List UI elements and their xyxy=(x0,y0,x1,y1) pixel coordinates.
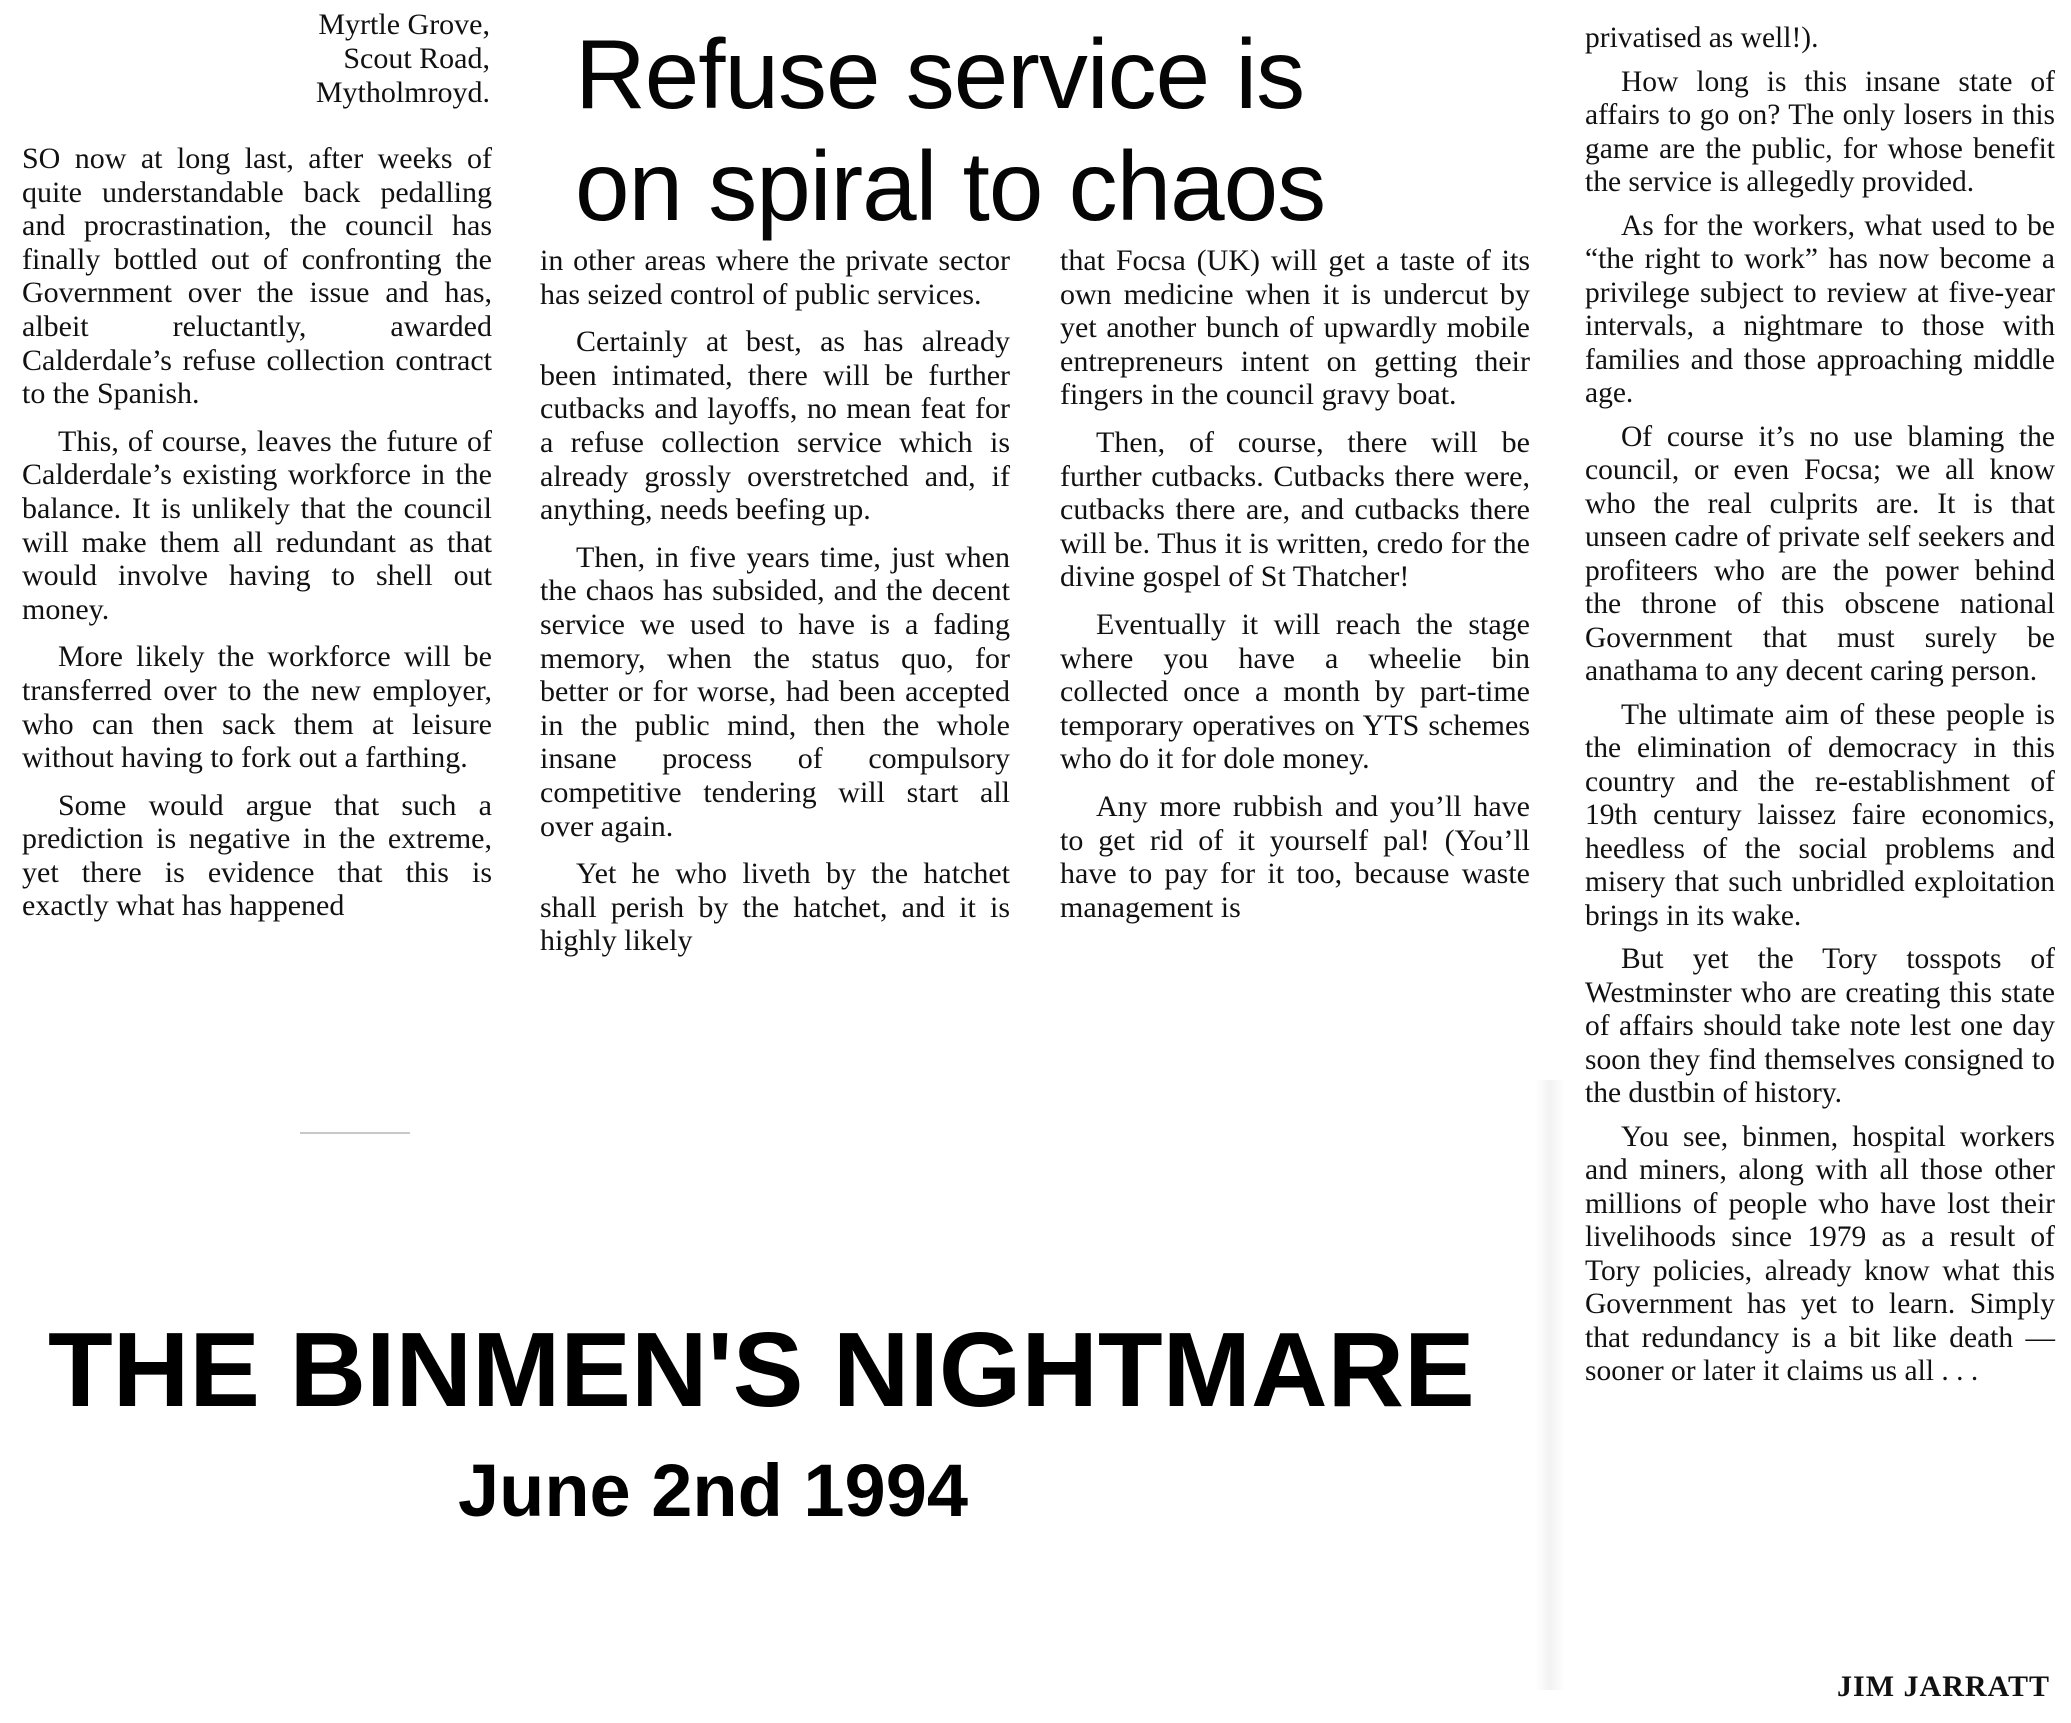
address-line: Myrtle Grove, xyxy=(318,8,490,41)
article-headline xyxy=(575,18,1435,242)
paragraph: Then, of course, there will be further cutbacks. Cutbacks there were, cutbacks there are, and cutbacks there will be. Thus it is written, credo for the divine gospel of St Thatcher! xyxy=(1060,425,1530,594)
paragraph: Yet he who liveth by the hatchet shall perish by the hatchet, and it is highly likely xyxy=(540,857,1010,958)
article-column-1 xyxy=(22,142,492,937)
author-signature: JIM JARRATT xyxy=(1837,1670,2050,1703)
paragraph: Eventually it will reach the stage where you have a wheelie bin collected once a month by part-time temporary operatives on YTS schemes who do it for dole money. xyxy=(1060,607,1530,776)
headline-line: Refuse service is xyxy=(575,19,1305,129)
divider xyxy=(300,1132,410,1134)
paragraph: How long is this insane state of affairs to go on? The only losers in this game are the public, for whose benefit the service is allegedly provided. xyxy=(1585,65,2055,198)
paragraph: Certainly at best, as has already been intimated, there will be further cutbacks and layoffs, no mean feat for a refuse collection service which is already grossly overstretched and, if anything, needs beefing up. xyxy=(540,325,1010,527)
article-column-4 xyxy=(1585,22,2055,1399)
paragraph: You see, binmen, hospital workers and miners, along with all those other millions of people who have lost their livelihoods since 1979 as a result of Tory policies, already know what this Government has yet to learn. Simply that redundancy is a bit like death — sooner or later it claims us all . . . xyxy=(1585,1120,2055,1387)
paragraph: More likely the workforce will be transferred over to the new employer, who can then sack them at leisure without having to fork out a farthing. xyxy=(22,640,492,775)
paragraph: SO now at long last, after weeks of quite understandable back pedalling and procrastination, the council has finally bottled out of confronting the Government over the issue and has, albeit reluctantly, awarded Calderdale’s refuse collection contract to the Spanish. xyxy=(22,142,492,411)
paragraph: This, of course, leaves the future of Calderdale’s existing workforce in the balance. It is unlikely that the council will make them all redundant as that would involve having to shell out money. xyxy=(22,424,492,626)
caption-title: THE BINMEN'S NIGHTMARE xyxy=(48,1311,1475,1429)
address-line: Mytholmroyd. xyxy=(315,76,490,109)
headline-line: on spiral to chaos xyxy=(575,131,1326,241)
paragraph: The ultimate aim of these people is the elimination of democracy in this country and the re-establishment of 19th century laissez faire economics, heedless of the social problems and misery that such unbridled exploitation brings in its wake. xyxy=(1585,698,2055,932)
paragraph: Any more rubbish and you’ll have to get rid of it yourself pal! (You’ll have to pay for it too, because waste management is xyxy=(1060,789,1530,924)
caption-date: June 2nd 1994 xyxy=(458,1449,969,1532)
address-line: Scout Road, xyxy=(343,42,490,75)
paragraph: Of course it’s no use blaming the council, or even Focsa; we all know who the real culprits are. It is that unseen cadre of private self seekers and profiteers who are the power behind the throne of this obscene national Government that must surely be anathama to any decent caring person. xyxy=(1585,420,2055,687)
paragraph: But yet the Tory tosspots of Westminster who are creating this state of affairs should take note lest one day soon they find themselves consigned to the dustbin of history. xyxy=(1585,943,2055,1109)
paragraph: Then, in five years time, just when the chaos has subsided, and the decent service we used to have is a fading memory, when the status quo, for better or for worse, had been accepted in the public mind, then the whole insane process of compulsory competitive tendering will start all over again. xyxy=(540,540,1010,843)
paragraph: As for the workers, what used to be “the right to work” has now become a privilege subject to review at five-year intervals, a nightmare to those with families and those approaching middle age. xyxy=(1585,209,2055,409)
paragraph: in other areas where the private sector has seized control of public services. xyxy=(540,244,1010,311)
paragraph: that Focsa (UK) will get a taste of its own medicine when it is undercut by yet another bunch of upwardly mobile entrepreneurs intent on getting their fingers in the council gravy boat. xyxy=(1060,244,1530,412)
paragraph: privatised as well!). xyxy=(1585,22,1819,54)
article-column-3 xyxy=(1060,244,1530,938)
article-column-2 xyxy=(540,244,1010,972)
paragraph: Some would argue that such a prediction is negative in the extreme, yet there is evidence that this is exactly what has happened xyxy=(22,788,492,923)
letter-address xyxy=(240,8,490,110)
